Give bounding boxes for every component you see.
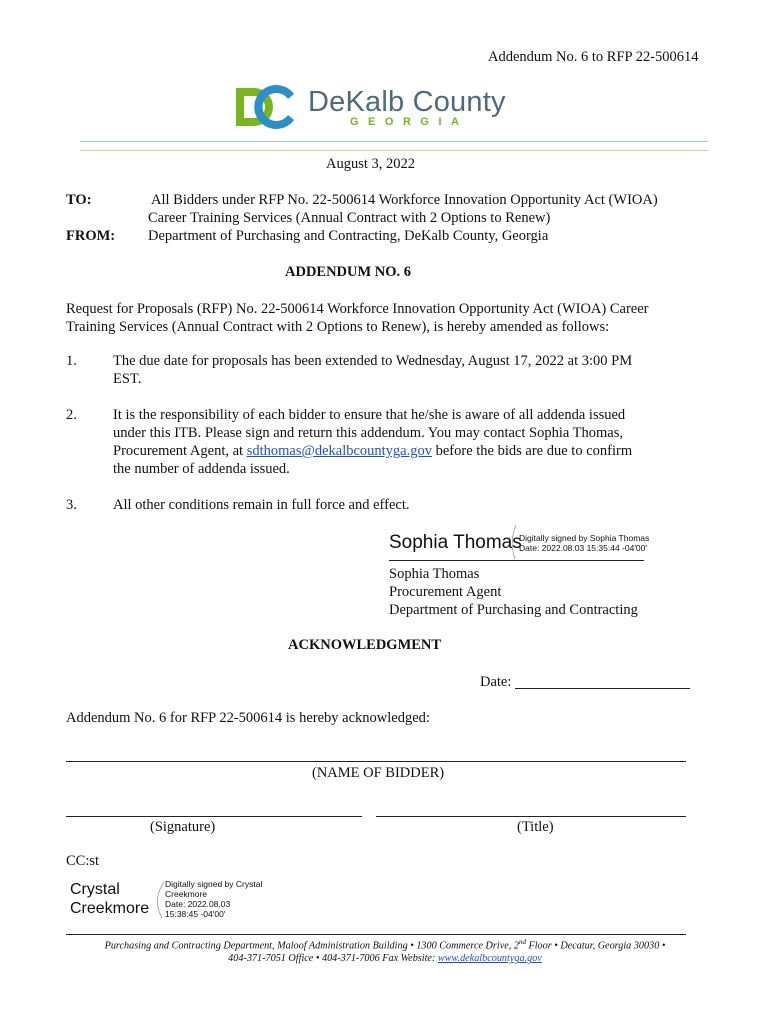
signer-department: Department of Purchasing and Contracting [389, 602, 638, 618]
cc-signature [70, 880, 149, 918]
item-2-line3-post: before the bids are due to confirm [435, 443, 633, 459]
footer-address-post: Floor • Decatur, Georgia 30030 • [525, 940, 666, 952]
cc-digital-info-line3: Date: 2022.08.03 [165, 899, 231, 909]
title-field-line[interactable] [376, 816, 686, 817]
logo-state-name: GEORGIA [350, 116, 469, 128]
signature-mark-icon [508, 524, 518, 560]
signature-field-line[interactable] [66, 816, 362, 817]
digital-signature-name: Sophia Thomas [389, 532, 522, 553]
intro-line2: Training Services (Annual Contract with 2 Options to Renew), is hereby amended as follows: [66, 319, 610, 335]
from-text: Department of Purchasing and Contracting, DeKalb County, Georgia [148, 228, 549, 244]
item-1-line2: EST. [113, 371, 142, 387]
cc-digital-info-line2: Creekmore [165, 889, 208, 899]
email-link[interactable]: sdthomas@dekalbcountyga.gov [246, 443, 432, 459]
to-text-line2: Career Training Services (Annual Contract with 2 Options to Renew) [148, 210, 551, 226]
signature-line [389, 560, 644, 561]
cc-digital-info-line4: 15:38:45 -04'00' [165, 909, 226, 919]
cc-digital-info-line1: Digitally signed by Crystal [165, 879, 263, 889]
item-2-line3 [113, 442, 632, 460]
addendum-title: ADDENDUM NO. 6 [285, 264, 412, 280]
acknowledgment-title: ACKNOWLEDGMENT [288, 637, 442, 653]
cc-label: CC:st [66, 853, 100, 869]
to-label: TO: [66, 192, 92, 208]
footer-phone-fax: 404-371-7051 Office • 404-371-7006 Fax Website: [228, 953, 436, 965]
cc-digital-info [165, 879, 262, 919]
footer-address-pre: Purchasing and Contracting Department, Maloof Administration Building • 1300 Commerce Drive, 2 [104, 940, 519, 952]
digital-signature-info-line1: Digitally signed by Sophia Thomas [519, 533, 650, 543]
header-divider-blue [80, 141, 708, 142]
acknowledgment-statement: Addendum No. 6 for RFP 22-500614 is hereby acknowledged: [66, 710, 430, 726]
signer-title: Procurement Agent [389, 584, 502, 600]
item-3-number: 3. [66, 497, 77, 513]
item-2-line2: under this ITB. Please sign and return this addendum. You may contact Sophia Thomas, [113, 425, 623, 441]
item-3-line1: All other conditions remain in full force and effect. [113, 497, 410, 513]
digital-signature-info-line2: Date: 2022.08.03 15:35:44 -04'00' [519, 543, 648, 553]
item-1-number: 1. [66, 353, 77, 369]
intro-line1: Request for Proposals (RFP) No. 22-500614 Workforce Innovation Opportunity Act (WIOA) Career [66, 301, 649, 317]
item-2-line1: It is the responsibility of each bidder to ensure that he/she is aware of all addenda issued [113, 407, 626, 423]
footer-divider [66, 934, 686, 935]
date-field-line[interactable] [515, 688, 690, 689]
addendum-reference: Addendum No. 6 to RFP 22-500614 [488, 49, 699, 65]
logo-county-name: DeKalb County [308, 86, 506, 118]
footer-superscript: nd [518, 938, 526, 946]
cc-signature-line1: Crystal [70, 881, 120, 898]
bidder-name-label: (NAME OF BIDDER) [312, 765, 445, 781]
website-link[interactable]: www.dekalbcountyga.gov [437, 953, 542, 965]
from-label: FROM: [66, 228, 116, 244]
item-2-line4: the number of addenda issued. [113, 461, 290, 477]
item-1-line1: The due date for proposals has been extended to Wednesday, August 17, 2022 at 3:00 PM [113, 353, 633, 369]
to-text-line1: All Bidders under RFP No. 22-500614 Workforce Innovation Opportunity Act (WIOA) [151, 192, 658, 208]
item-2-number: 2. [66, 407, 77, 423]
item-2-line3-pre: Procurement Agent, at [113, 443, 244, 459]
dekalb-logo-icon [234, 84, 298, 130]
footer-line1 [40, 936, 730, 952]
footer-line2 [40, 952, 730, 965]
title-field-label: (Title) [517, 819, 554, 835]
cc-signature-mark-icon [148, 880, 166, 920]
signer-name: Sophia Thomas [389, 566, 480, 582]
date-label: Date: [480, 674, 512, 690]
signature-field-label: (Signature) [150, 819, 216, 835]
letter-date: August 3, 2022 [326, 156, 416, 172]
bidder-name-line[interactable] [66, 761, 686, 762]
footer [40, 936, 730, 965]
cc-signature-line2: Creekmore [70, 900, 150, 917]
header-divider-green [80, 150, 708, 151]
